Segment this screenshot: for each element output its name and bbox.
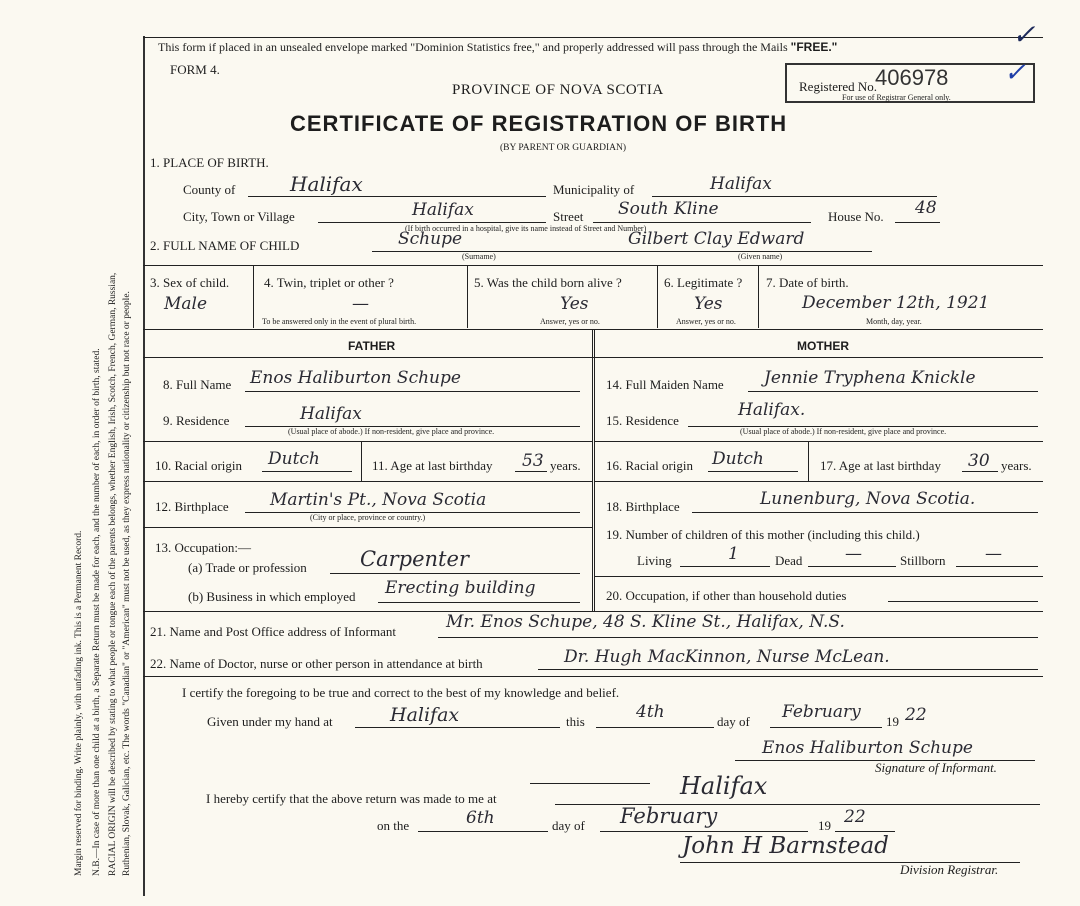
father-name-line [245,391,580,392]
registrar-month-line [600,831,808,832]
mother-birthplace-label: 18. Birthplace [606,499,680,514]
child-name-label: 2. FULL NAME OF CHILD [150,238,300,253]
father-age-label: 11. Age at last birthday [372,458,493,473]
legitimate-value: Yes [694,294,723,314]
father-occupation-label: 13. Occupation:— [155,540,252,555]
registrar-year-prefix: 19 [818,818,831,833]
notice-text: This form if placed in an unsealed envelope marked "Dominion Statistics free," and properly addressed will pass through the Mails [158,40,791,54]
margin-notes [0,0,132,876]
informant-value: Mr. Enos Schupe, 48 S. Kline St., Halifax, N.S. [446,612,845,632]
alive-note: Answer, yes or no. [540,317,600,326]
alive-value: Yes [560,294,589,314]
given-month: February [782,702,861,722]
registrar-day-line [418,831,548,832]
surname-note: (Surname) [462,252,496,261]
father-age: 53 [522,451,544,471]
mother-rule-2 [595,481,1043,482]
given-day: 4th [636,702,665,722]
alive-label: 5. Was the child born alive ? [474,275,622,290]
dead-label: Dead [775,553,803,568]
dob-label: 7. Date of birth. [766,275,849,290]
father-business: Erecting building [385,578,536,598]
separator-rule [530,783,650,784]
given-year: 22 [905,705,927,725]
dead-value: — [845,544,862,564]
mother-age-divider [808,441,809,481]
mother-racial-line [708,471,798,472]
mother-residence: Halifax. [738,400,806,420]
mother-heading: MOTHER [797,339,849,353]
father-trade: Carpenter [360,547,469,571]
house-value: 48 [915,198,937,218]
parents-heading-rule [143,357,1043,358]
father-heading: FATHER [348,339,396,353]
registered-number: 406978 [875,65,949,90]
mother-occupation-label: 20. Occupation, if other than household duties [606,588,847,603]
day-of-label: day of [717,714,750,729]
registrar-place: Halifax [680,772,768,800]
this-label: this [566,714,585,729]
informant-signature-label: Signature of Informant. [875,760,997,775]
mother-years: years. [1001,458,1032,473]
city-line [318,222,546,223]
form-number: FORM 4. [170,62,220,77]
father-years: years. [550,458,581,473]
given-note: (Given name) [738,252,783,261]
mother-residence-note: (Usual place of abode.) If non-resident, give place and province. [740,427,947,436]
municipality-line [652,196,937,197]
county-value: Halifax [290,172,363,196]
street-label: Street [553,209,584,224]
attendant-line [538,669,1038,670]
mother-birthplace-line [692,512,1038,513]
father-business-line [378,602,580,603]
informant-label: 21. Name and Post Office address of Informant [150,624,396,639]
mother-age-label: 17. Age at last birthday [820,458,941,473]
child-surname: Schupe [398,229,463,249]
row3-divider-3 [657,265,658,328]
parents-divider [592,329,595,611]
city-label: City, Town or Village [183,209,295,224]
row3-divider-2 [467,265,468,328]
certification-statement: I certify the foregoing to be true and correct to the best of my knowledge and belief. [182,685,620,700]
dob-value: December 12th, 1921 [802,293,990,313]
house-line [895,222,940,223]
father-residence-note: (Usual place of abode.) If non-resident, give place and province. [288,427,495,436]
margin-line-3: RACIAL ORIGIN will be described by stating to what people or tongue each of the parents belongs, whether English, Irish, Scotch, French, German, Russian, [108,272,118,876]
mother-name: Jennie Tryphena Knickle [764,368,976,388]
given-year-prefix: 19 [886,714,899,729]
row3-top-rule [143,265,1043,266]
stillborn-line [956,566,1038,567]
mother-rule-3 [595,576,1043,577]
registrar-day: 6th [466,808,495,828]
mother-occupation-line [888,601,1038,602]
month-line [770,727,882,728]
notice-free: "FREE." [790,40,838,54]
certification-top-rule [143,676,1043,677]
street-line [593,222,811,223]
father-birthplace-label: 12. Birthplace [155,499,229,514]
registrar-year: 22 [844,807,866,827]
father-trade-line [330,573,580,574]
row3-divider-4 [758,265,759,328]
registrar-month: February [620,804,718,828]
municipality-label: Municipality of [553,182,635,197]
city-value: Halifax [412,200,474,220]
father-name: Enos Haliburton Schupe [250,368,461,388]
mother-name-label: 14. Full Maiden Name [606,377,724,392]
row3-divider-1 [253,265,254,328]
certificate-subtitle: (BY PARENT OR GUARDIAN) [500,143,627,153]
twin-label: 4. Twin, triplet or other ? [264,275,394,290]
living-value: 1 [728,544,739,564]
province-heading: PROVINCE OF NOVA SCOTIA [452,82,664,98]
given-at-label: Given under my hand at [207,714,333,729]
municipality-value: Halifax [710,174,772,194]
sex-label: 3. Sex of child. [150,275,230,290]
child-given-names: Gilbert Clay Edward [628,229,805,249]
mother-racial-label: 16. Racial origin [606,458,694,473]
children-count-label: 19. Number of children of this mother (including this child.) [606,527,920,542]
blue-check-mark-icon: ✓ [1004,58,1026,87]
father-business-label: (b) Business in which employed [188,589,356,604]
father-racial-line [262,471,352,472]
mother-age-line [962,471,998,472]
father-name-label: 8. Full Name [163,377,232,392]
legitimate-label: 6. Legitimate ? [664,275,743,290]
place-of-birth-heading: 1. PLACE OF BIRTH. [150,155,269,170]
father-racial: Dutch [268,449,320,469]
mother-residence-label: 15. Residence [606,413,679,428]
twin-note: To be answered only in the event of plural birth. [262,317,417,326]
registrar-day-of-label: day of [552,818,585,833]
father-residence-label: 9. Residence [163,413,230,428]
father-rule-2 [143,481,593,482]
father-age-line [515,471,547,472]
mother-racial: Dutch [712,449,764,469]
mother-birthplace: Lunenburg, Nova Scotia. [760,489,976,509]
postal-notice [158,40,837,55]
father-birthplace: Martin's Pt., Nova Scotia [270,490,487,510]
certificate-title: CERTIFICATE OF REGISTRATION OF BIRTH [290,111,788,136]
margin-line-4: Ruthenian, Slovak, Galician, etc. The words "Canadian" or "American" must not be used, as they express nationality or citizenship but not race or people. [122,291,132,876]
margin-line-2: N.B.—In case of more than one child at a birth, a Separate Return must be made for each, and the number of each, in order of birth, stated. [92,348,102,876]
house-label: House No. [828,209,884,224]
check-mark-icon: ✓ [1012,20,1036,51]
left-border [143,36,145,896]
street-value: South Kline [618,199,719,219]
on-the-label: on the [377,818,410,833]
given-at-line [355,727,560,728]
father-rule-3 [143,527,593,528]
top-rule [143,37,1043,38]
attendant-label: 22. Name of Doctor, nurse or other person in attendance at birth [150,656,483,671]
given-at-place: Halifax [390,704,460,726]
stillborn-value: — [985,544,1002,564]
living-label: Living [637,553,672,568]
county-label: County of [183,182,236,197]
registered-label: Registered No. [799,79,877,94]
registered-note: For use of Registrar General only. [842,93,951,102]
father-residence: Halifax [300,404,362,424]
mother-rule-1 [595,441,1043,442]
registrar-signature: John H Barnstead [682,833,889,859]
father-birthplace-note: (City or place, province or country.) [310,513,426,522]
informant-line [438,637,1038,638]
legitimate-note: Answer, yes or no. [676,317,736,326]
dead-line [808,566,896,567]
father-age-divider [361,441,362,481]
child-name-line [372,251,872,252]
registered-box [785,63,1035,103]
hospital-note: (If birth occurred in a hospital, give its name instead of Street and Number) [405,224,647,233]
county-line [248,196,546,197]
registrar-statement: I hereby certify that the above return was made to me at [206,791,497,806]
day-line [596,727,714,728]
margin-line-1: Margin reserved for binding. Write plainly, with unfading ink. This is a Permanent Record. [74,530,84,876]
twin-value: — [352,294,369,314]
sex-value: Male [164,294,208,314]
father-trade-label: (a) Trade or profession [188,560,307,575]
living-line [680,566,770,567]
informant-signature: Enos Haliburton Schupe [762,738,973,758]
mother-age: 30 [968,451,990,471]
attendant-value: Dr. Hugh MacKinnon, Nurse McLean. [564,647,890,667]
father-rule-1 [143,441,593,442]
father-racial-label: 10. Racial origin [155,458,243,473]
registrar-year-line [835,831,895,832]
registrar-signature-label: Division Registrar. [900,862,999,877]
stillborn-label: Stillborn [900,553,946,568]
mother-name-line [748,391,1038,392]
dob-note: Month, day, year. [866,317,922,326]
